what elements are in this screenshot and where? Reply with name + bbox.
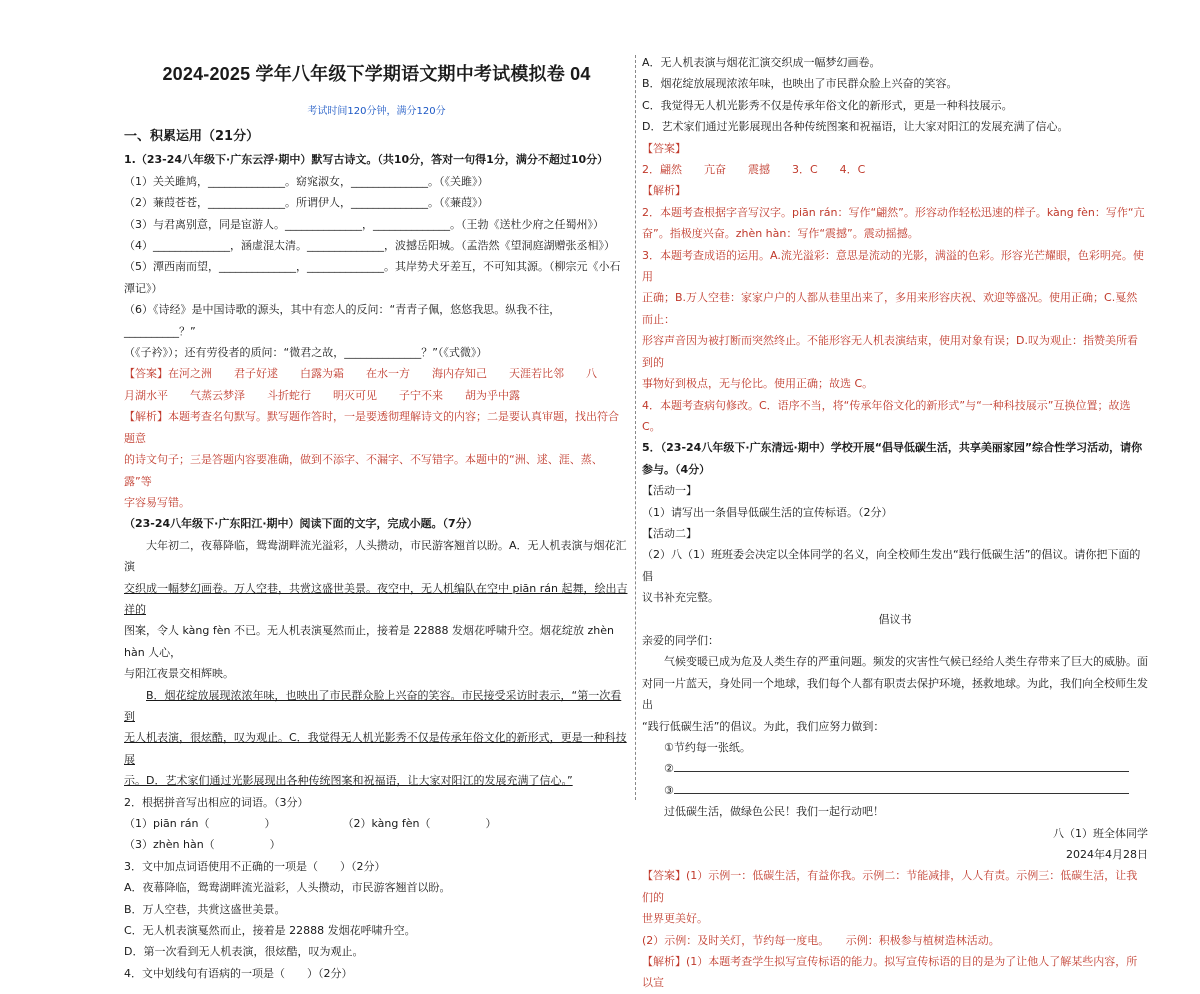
explanation-3: 形容声音因为被打断而突然终止。不能形容无人机表演结束，使用对象有误；D.叹为观止：指赞美所看到的 (642, 334, 1138, 369)
q1-line: （6）《诗经》是中国诗歌的源头，其中有恋人的反问：“青青子佩，悠悠我思。纵我不往，__________？” (124, 303, 561, 338)
explanation-3: 3．本题考查成语的运用。A.流光溢彩：意思是流动的光影，满溢的色彩。形容光芒耀眼，色彩明亮。使用 (642, 248, 1144, 284)
question-2: 2．根据拼音写出相应的词语。（3分） (124, 795, 309, 809)
proposal-item: ①节约每一张纸。 (664, 741, 751, 754)
pinyin-item: （3）zhèn hàn（ ） (124, 838, 281, 852)
answer-1: 月湖水平 气蒸云梦泽 斗折蛇行 明灭可见 子宁不来 胡为乎中露 (124, 388, 520, 402)
column-divider (635, 55, 636, 800)
answer-text: 2．翩然 亢奋 震撼 3．C 4．C (642, 163, 866, 177)
explanation-1: 【解析】本题考查名句默写。默写题作答时，一是要透彻理解诗文的内容；二是要认真审题，找出符合题意 (124, 410, 619, 445)
explanation-2: 2．本题考查根据字音写汉字。piān rán：写作“翩然”。形容动作轻松迅速的样子。kàng fèn：写作“亢 (642, 205, 1145, 219)
passage-line: 交织成一幅梦幻画卷。万人空巷，共赏这盛世美景。夜空中，无人机编队在空中 piān rán 起舞，绘出吉祥的 (124, 581, 628, 616)
answer-line[interactable] (674, 759, 1129, 772)
option: A．无人机表演与烟花汇演交织成一幅梦幻画卷。 (642, 56, 881, 69)
explanation-1: 的诗文句子；三是答题内容要准确，做到不添字、不漏字、不写错字。本题中的“洲、逑、涯、蒸、露”等 (124, 453, 603, 488)
right-column (642, 52, 1148, 994)
passage-line: 示。D．艺术家们通过光影展现出各种传统图案和祝福语，让大家对阳江的发展充满了信心。” (124, 774, 573, 788)
activity-1-heading: 【活动一】 (642, 484, 697, 498)
explanation-5: 【解析】(1）本题考查学生拟写宣传标语的能力。拟写宣传标语的目的是为了让他人了解某些内容，所以宣 (642, 955, 1138, 990)
activity-2-heading: 【活动二】 (642, 526, 697, 540)
option: A．夜幕降临，鸳鸯湖畔流光溢彩，人头攒动，市民游客翘首以盼。 (124, 881, 451, 895)
proposal-item-blank: ② (642, 758, 1148, 779)
option: D．第一次看到无人机表演，很炫酷，叹为观止。 (124, 945, 364, 959)
option: C．我觉得无人机光影秀不仅是传承年俗文化的新形式，更是一种科技展示。 (642, 98, 1013, 112)
activity-2-question: 议书补充完整。 (642, 591, 719, 605)
proposal-date: 2024年4月28日 (1066, 848, 1148, 862)
q1-line: （3）与君离别意，同是宦游人。______________，______________。（王勃《送杜少府之任蜀州》） (124, 217, 604, 231)
explanation-3: 事物好到极点，无与伦比。使用正确；故选 C。 (642, 377, 874, 391)
question-5: 5．（23-24八年级下·广东清远·期中）学校开展“倡导低碳生活，共享美丽家园”综合性学习活动，请你 (642, 441, 1143, 455)
q1-line: （1）关关雎鸠，______________。窈窕淑女，______________。（《关雎》） (124, 174, 489, 188)
pinyin-item: （1）piān rán（ ） (124, 817, 276, 830)
activity-1-question: （1）请写出一条倡导低碳生活的宣传标语。（2分） (642, 505, 893, 519)
answer-5: 世界更美好。 (642, 912, 708, 926)
passage-line: B．烟花绽放展现浓浓年味，也映出了市民群众脸上兴奋的笑容。市民接受采访时表示，“第一次看到 (124, 688, 622, 723)
activity-2-question: （2）八（1）班班委会决定以全体同学的名义，向全校师生发出“践行低碳生活”的倡议。请你把下面的倡 (642, 548, 1141, 583)
left-column (124, 126, 629, 984)
explanation-2: 奋”。指极度兴奋。zhèn hàn：写作“震撼”。震动摇撼。 (642, 227, 919, 241)
answer-label: 【答案】 (642, 141, 686, 155)
answer-1: 【答案】在河之洲 君子好逑 白露为霜 在水一方 海内存知己 天涯若比邻 八 (124, 367, 597, 381)
passage-line: 大年初二，夜幕降临，鸳鸯湖畔流光溢彩，人头攒动，市民游客翘首以盼。A．无人机表演与烟花汇演 (124, 538, 627, 574)
proposal-greeting: 亲爱的同学们： (642, 633, 719, 647)
passage-line: 无人机表演，很炫酷，叹为观止。C．我觉得无人机光影秀不仅是传承年俗文化的新形式，更是一种科技展 (124, 731, 627, 766)
question-3: 3．文中加点词语使用不正确的一项是（ ）（2分） (124, 859, 386, 873)
answer-5: (2）示例：及时关灯，节约每一度电。 示例：积极参与植树造林活动。 (642, 933, 1000, 947)
q1-line: （5）潭西南而望，______________，______________。其岸势犬牙差互，不可知其源。（柳宗元《小石 (124, 260, 621, 274)
passage-line: 图案，令人 kàng fèn 不已。无人机表演戛然而止，接着是 22888 发烟花呼啸升空。烟花绽放 zhèn hàn 人心， (124, 624, 614, 659)
proposal-item-blank: ③ (642, 780, 1148, 801)
q1-line: （4）______________，涵虚混太清。______________，波撼岳阳城。（孟浩然《望洞庭湖赠张丞相》） (124, 239, 615, 253)
proposal-body: 气候变暖已成为危及人类生存的严重问题。频发的灾害性气候已经给人类生存带来了巨大的威胁。面 (664, 655, 1148, 669)
explanation-label: 【解析】 (642, 184, 686, 198)
exam-info: 考试时间120分钟，满分120分 (307, 106, 446, 117)
explanation-4: 4．本题考查病句修改。C．语序不当，将“传承年俗文化的新形式”与“一种科技展示”互换位置；故选 C。 (642, 398, 1131, 433)
question-4: 4．文中划线句有语病的一项是（ ）（2分） (124, 966, 353, 980)
option: D．艺术家们通过光影展现出各种传统图案和祝福语，让大家对阳江的发展充满了信心。 (642, 120, 1069, 134)
proposal-signer: 八（1）班全体同学 (1053, 826, 1148, 840)
passage-line: 与阳江夜景交相辉映。 (124, 667, 234, 681)
reading-heading: （23-24八年级下·广东阳江·期中）阅读下面的文字，完成小题。（7分） (124, 517, 478, 531)
q1-line: （2）蒹葭苍苍，______________。所谓伊人，______________。（《蒹葭》） (124, 196, 489, 210)
question-5: 参与。（4分） (642, 462, 711, 476)
section-heading: 一、积累运用（21分） (124, 129, 260, 144)
answer-5: 【答案】(1）示例一：低碳生活，有益你我。示例二：节能减排，人人有责。示例三：低碳生活，让我们的 (642, 869, 1138, 904)
option: B．万人空巷，共赏这盛世美景。 (124, 902, 286, 916)
option: C．无人机表演戛然而止，接着是 22888 发烟花呼啸升空。 (124, 924, 416, 938)
pinyin-item: （2）kàng fèn（ ） (342, 817, 497, 830)
proposal-body: 对同一片蓝天，身处同一个地球，我们每个人都有职责去保护环境，拯救地球。为此，我们向全校师生发出 (642, 676, 1148, 712)
proposal-closing: 过低碳生活，做绿色公民！我们一起行动吧！ (664, 805, 884, 819)
proposal-title: 倡议书 (878, 612, 912, 626)
q1-line: 潭记》） (124, 281, 163, 295)
option: B．烟花绽放展现浓浓年味，也映出了市民群众脸上兴奋的笑容。 (642, 77, 958, 91)
page-title: 2024-2025 学年八年级下学期语文期中考试模拟卷 04 (162, 64, 591, 84)
explanation-1: 字容易写错。 (124, 495, 190, 509)
explanation-3: 正确；B.万人空巷：家家户户的人都从巷里出来了，多用来形容庆祝、欢迎等盛况。使用正确；C.戛然而止： (642, 291, 1138, 326)
question-1-heading: 1.（23-24八年级下·广东云浮·期中）默写古诗文。（共10分，答对一句得1分，满分不超过10分） (124, 153, 609, 167)
q1-line: （《子衿》）；还有劳役者的质问：“微君之故，______________？”（《式微》） (124, 346, 488, 360)
answer-line[interactable] (674, 781, 1129, 794)
proposal-body: “践行低碳生活”的倡议。为此，我们应努力做到： (642, 719, 885, 733)
pinyin-row (124, 813, 629, 834)
